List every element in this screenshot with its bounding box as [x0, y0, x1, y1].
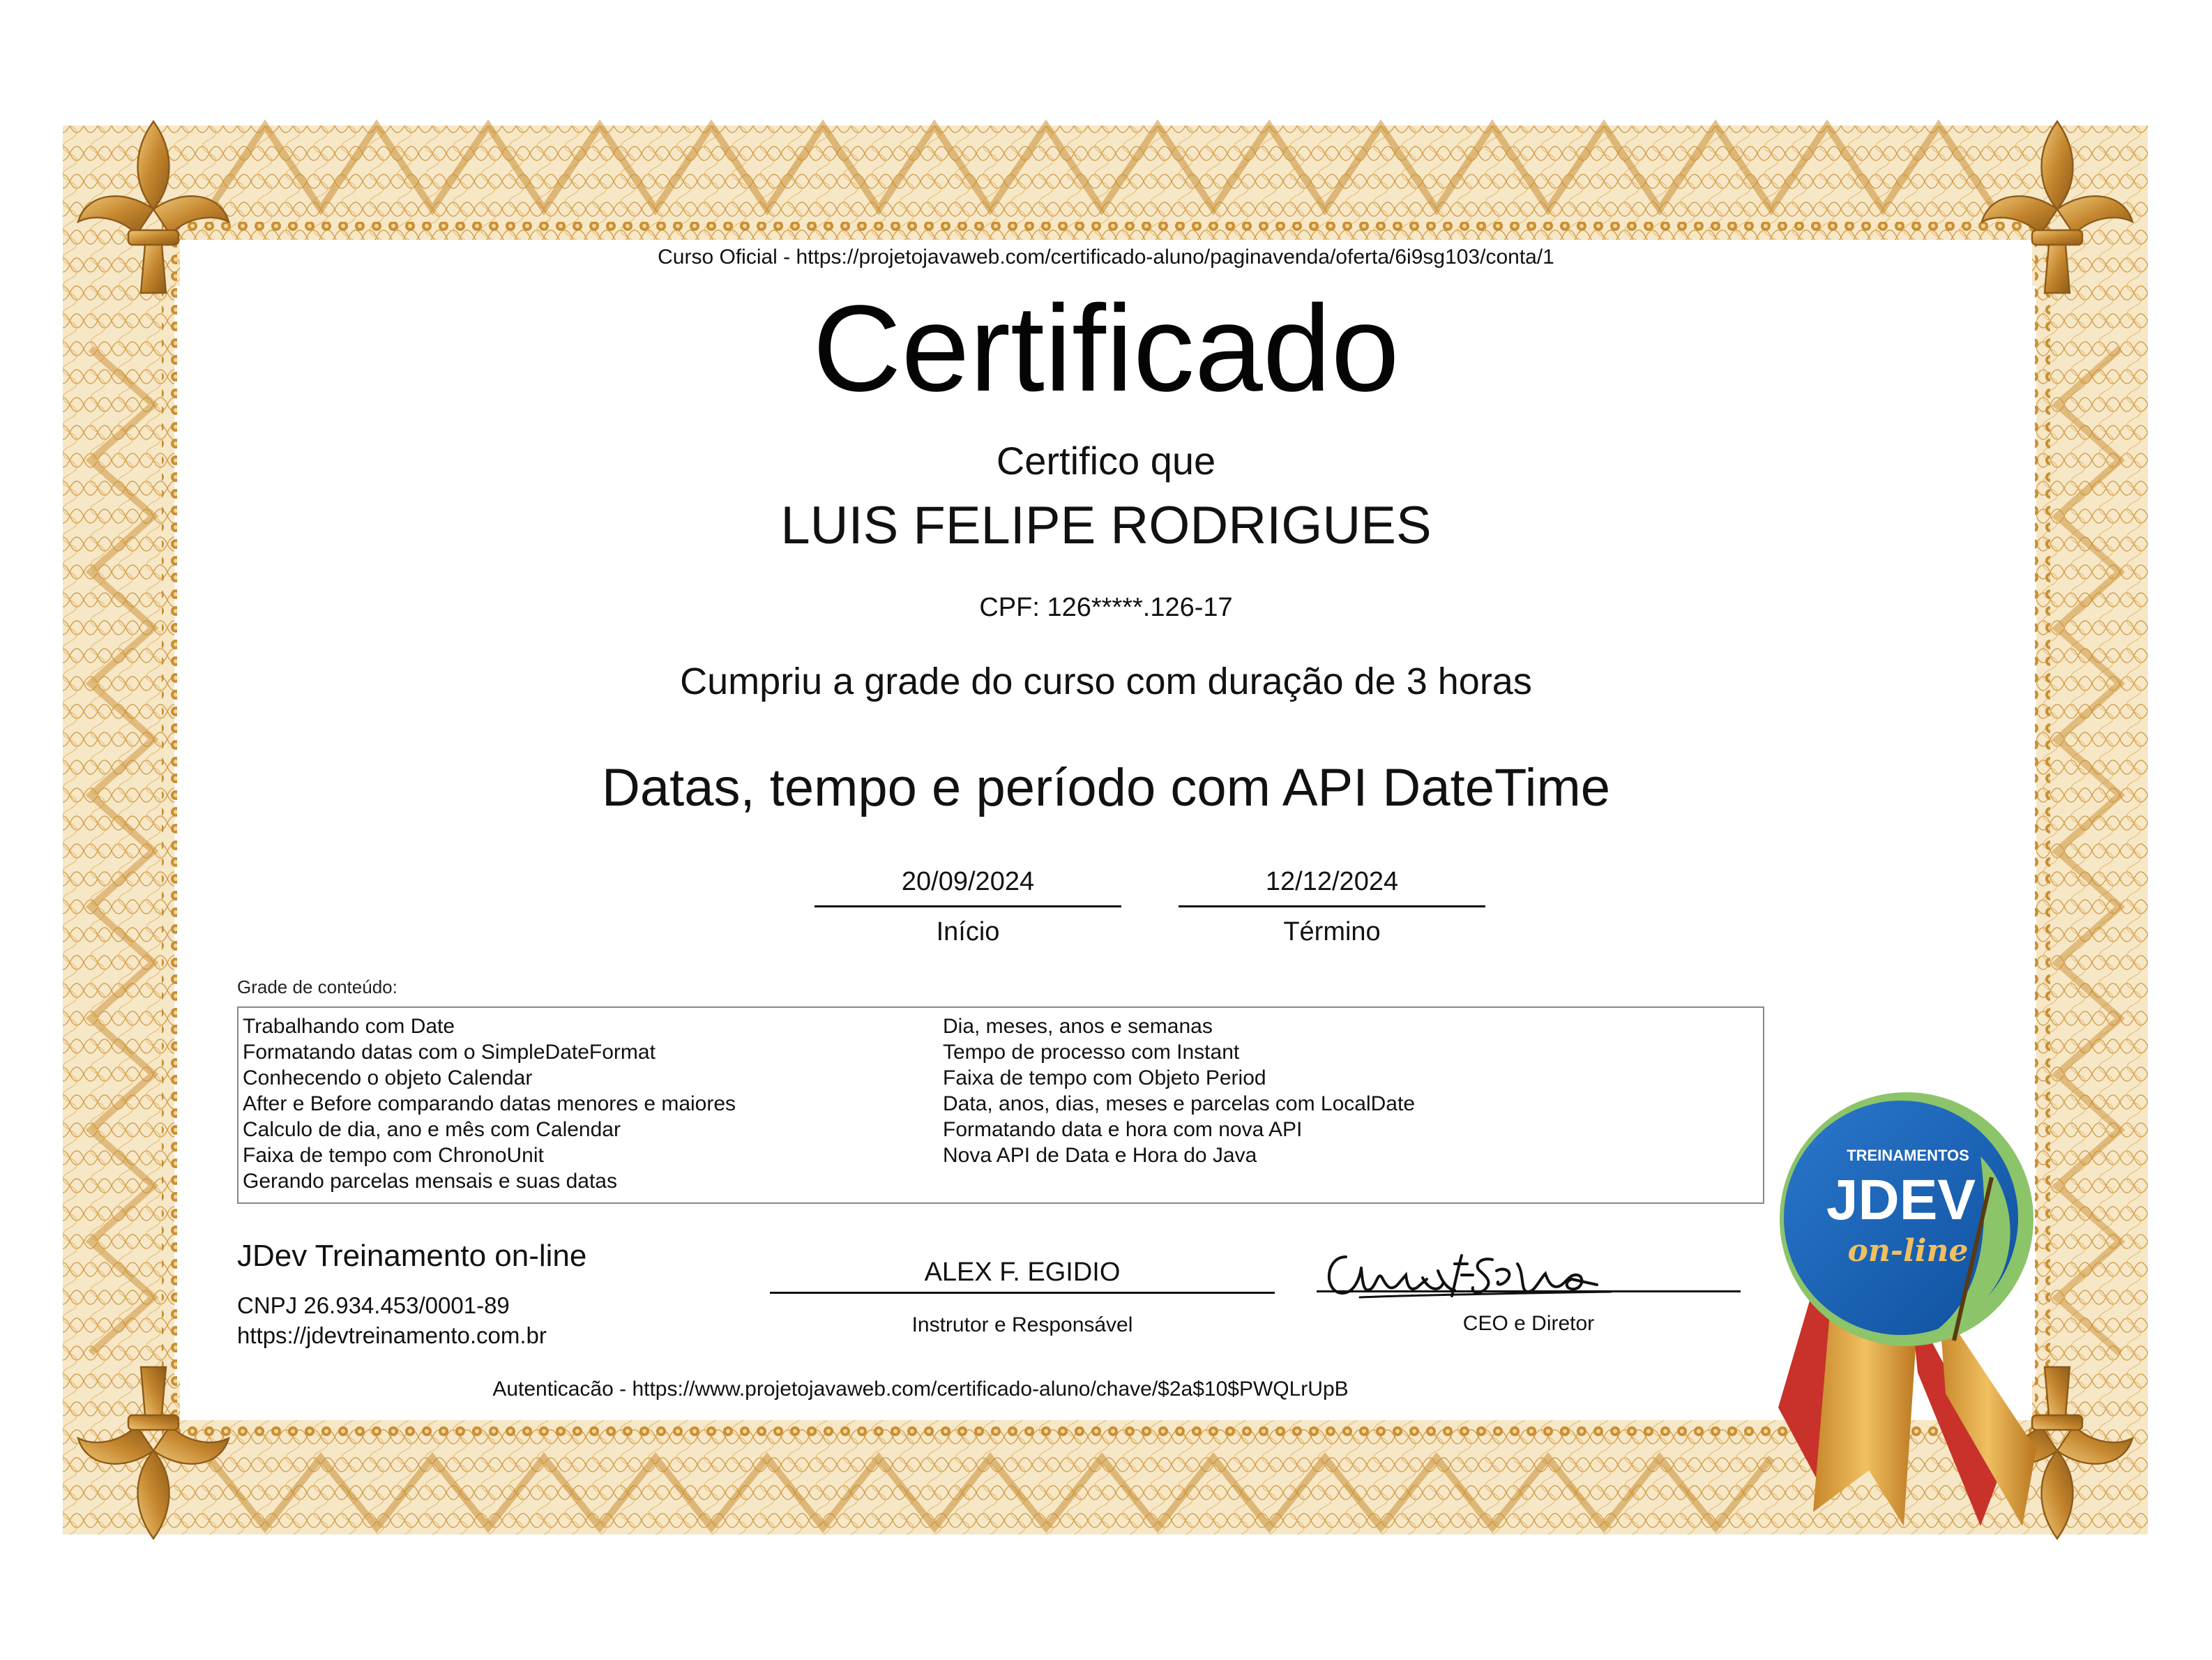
grade-label: Grade de conteúdo:	[237, 976, 397, 997]
end-date-line	[1179, 905, 1485, 907]
grade-item: Formatando datas com o SimpleDateFormat	[243, 1041, 656, 1064]
issuer-company: JDev Treinamento on-line	[237, 1239, 587, 1273]
student-name: LUIS FELIPE RODRIGUES	[780, 496, 1432, 555]
grade-item: Gerando parcelas mensais e suas datas	[243, 1170, 617, 1193]
grade-item: Faixa de tempo com Objeto Period	[943, 1066, 1266, 1089]
grade-left-column	[243, 1013, 736, 1194]
student-cpf: CPF: 126*****.126-17	[979, 593, 1233, 622]
completion-statement: Cumpriu a grade do curso com duração de 3 horas	[680, 661, 1532, 702]
grade-item: After e Before comparando datas menores e maiores	[243, 1092, 736, 1115]
authentication-link[interactable]: Autenticacão - https://www.projetojavaweb.com/certificado-aluno/chave/$2a$10$PWQLrUpB	[492, 1378, 1349, 1401]
instructor-name: ALEX F. EGIDIO	[924, 1258, 1121, 1287]
grade-item: Calculo de dia, ano e mês com Calendar	[243, 1118, 621, 1141]
seal-tagline: on-line	[1847, 1233, 1969, 1269]
end-date-block	[1179, 865, 1485, 947]
seal-badge-icon	[1771, 1080, 2042, 1540]
instructor-signature-line	[770, 1292, 1275, 1294]
seal-brand: JDEV	[1826, 1168, 1976, 1232]
grade-item: Faixa de tempo com ChronoUnit	[243, 1144, 544, 1167]
ceo-role: CEO e Diretor	[1462, 1312, 1595, 1335]
grade-item: Dia, meses, anos e semanas	[943, 1015, 1213, 1038]
start-date-line	[815, 905, 1121, 907]
start-date-block	[815, 865, 1121, 947]
grade-item: Tempo de processo com Instant	[943, 1041, 1240, 1064]
start-date-label: Início	[936, 917, 1000, 946]
grade-item: Trabalhando com Date	[243, 1015, 455, 1038]
instructor-role: Instrutor e Responsável	[911, 1313, 1133, 1336]
seal-top-text: TREINAMENTOS	[1847, 1147, 1969, 1164]
instructor-signature-block	[770, 1255, 1275, 1337]
certificate-title: Certificado	[812, 280, 1400, 417]
issuer-cnpj: CNPJ 26.934.453/0001-89	[237, 1292, 510, 1318]
grade-item: Nova API de Data e Hora do Java	[943, 1144, 1257, 1167]
start-date-value: 20/09/2024	[901, 867, 1035, 896]
handwritten-signature	[1318, 1243, 1667, 1307]
end-date-label: Término	[1283, 917, 1381, 946]
grade-content-box	[237, 1006, 1764, 1204]
grade-item: Formatando data e hora com nova API	[943, 1118, 1303, 1141]
course-link[interactable]: Curso Oficial - https://projetojavaweb.com/certificado-aluno/paginavenda/oferta/6i9sg103/conta/1	[658, 246, 1554, 269]
course-name: Datas, tempo e período com API DateTime	[601, 758, 1611, 817]
grade-item: Data, anos, dias, meses e parcelas com LocalDate	[943, 1092, 1416, 1115]
grade-item: Conhecendo o objeto Calendar	[243, 1066, 533, 1089]
grade-right-column	[943, 1013, 1415, 1168]
end-date-value: 12/12/2024	[1265, 867, 1399, 896]
certify-intro: Certifico que	[996, 439, 1216, 483]
issuer-website[interactable]: https://jdevtreinamento.com.br	[237, 1322, 547, 1348]
